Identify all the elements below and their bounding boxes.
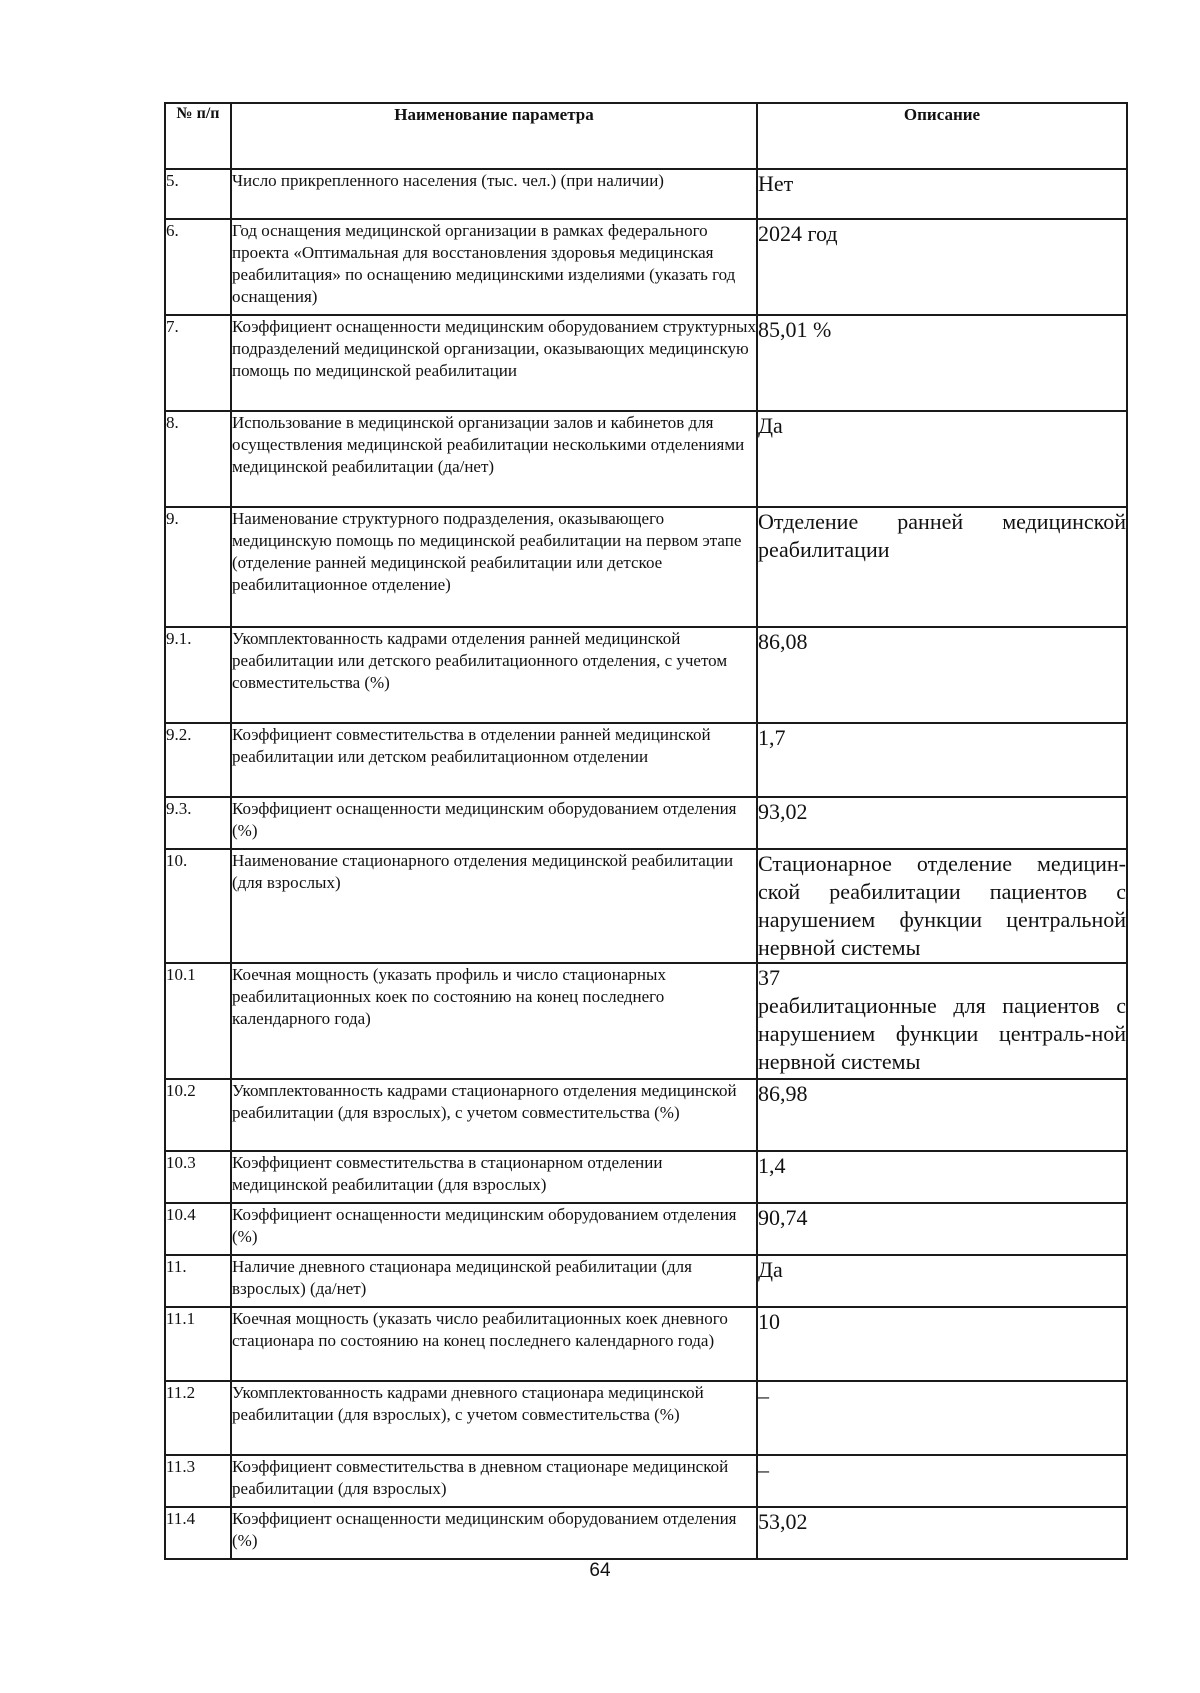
row-number: 9. [165, 507, 231, 627]
table-row [165, 507, 1127, 627]
table-row [165, 411, 1127, 507]
row-description: Отделение ранней медицинской реабилитации [757, 507, 1127, 627]
row-description: – [757, 1381, 1127, 1455]
row-description: 85,01 % [757, 315, 1127, 411]
bed-count: 37 [758, 965, 780, 990]
bed-profile: реабилитационные для пациентов с нарушением функции централь-ной нервной системы [758, 993, 1126, 1074]
row-number: 9.3. [165, 797, 231, 849]
row-number: 6. [165, 219, 231, 315]
row-parameter-name: Коечная мощность (указать профиль и число стационарных реабилитационных коек по состоянию на конец последнего календарного года) [231, 963, 757, 1079]
row-description: 10 [757, 1307, 1127, 1381]
row-number: 10. [165, 849, 231, 963]
table-row [165, 1151, 1127, 1203]
row-number: 9.1. [165, 627, 231, 723]
header-description: Описание [757, 103, 1127, 169]
row-description: Да [757, 1255, 1127, 1307]
row-description: 1,4 [757, 1151, 1127, 1203]
row-parameter-name: Коэффициент совместительства в отделении ранней медицинской реабилитации или детском реабилитационном отделении [231, 723, 757, 797]
row-description: 93,02 [757, 797, 1127, 849]
row-parameter-name: Укомплектованность кадрами дневного стационара медицинской реабилитации (для взрослых), с учетом совместительства (%) [231, 1381, 757, 1455]
row-parameter-name: Укомплектованность кадрами отделения ранней медицинской реабилитации или детского реабилитационного отделения, с учетом совместительства (%) [231, 627, 757, 723]
table-row [165, 723, 1127, 797]
row-number: 11.2 [165, 1381, 231, 1455]
row-number: 8. [165, 411, 231, 507]
row-description: Да [757, 411, 1127, 507]
row-parameter-name: Коэффициент оснащенности медицинским оборудованием отделения (%) [231, 1507, 757, 1559]
table-row [165, 1079, 1127, 1151]
table-row [165, 627, 1127, 723]
table-row [165, 849, 1127, 963]
table-row [165, 1203, 1127, 1255]
row-description: 53,02 [757, 1507, 1127, 1559]
table-row [165, 1255, 1127, 1307]
table-row [165, 1381, 1127, 1455]
row-description [757, 963, 1127, 1079]
row-number: 10.2 [165, 1079, 231, 1151]
row-description: Стационарное отделение медицин-ской реабилитации пациентов с нарушением функции центральной нервной системы [757, 849, 1127, 963]
row-number: 5. [165, 169, 231, 219]
row-number: 10.4 [165, 1203, 231, 1255]
row-description: 2024 год [757, 219, 1127, 315]
row-parameter-name: Год оснащения медицинской организации в рамках федерального проекта «Оптимальная для восстановления здоровья медицинская реабилитация» по оснащению медицинскими изделиями (указать год оснащения) [231, 219, 757, 315]
table-header-row [165, 103, 1127, 169]
row-description: – [757, 1455, 1127, 1507]
row-description: 1,7 [757, 723, 1127, 797]
page-number: 64 [589, 1560, 611, 1581]
row-number: 11.3 [165, 1455, 231, 1507]
row-parameter-name: Наименование стационарного отделения медицинской реабилитации (для взрослых) [231, 849, 757, 963]
parameters-sheet [164, 102, 1126, 1560]
table-row [165, 797, 1127, 849]
table-row [165, 963, 1127, 1079]
row-parameter-name: Коэффициент совместительства в стационарном отделении медицинской реабилитации (для взрослых) [231, 1151, 757, 1203]
table-row [165, 1307, 1127, 1381]
row-description: 86,08 [757, 627, 1127, 723]
row-description: Нет [757, 169, 1127, 219]
row-description: 86,98 [757, 1079, 1127, 1151]
table-row [165, 169, 1127, 219]
row-parameter-name: Коечная мощность (указать число реабилитационных коек дневного стационара по состоянию на конец последнего календарного года) [231, 1307, 757, 1381]
header-parameter-name: Наименование параметра [231, 103, 757, 169]
table-row [165, 315, 1127, 411]
parameters-table [164, 102, 1128, 1560]
table-row [165, 219, 1127, 315]
row-parameter-name: Число прикрепленного населения (тыс. чел.) (при наличии) [231, 169, 757, 219]
header-number: № п/п [165, 103, 231, 169]
row-parameter-name: Укомплектованность кадрами стационарного отделения медицинской реабилитации (для взрослых), с учетом совместительства (%) [231, 1079, 757, 1151]
row-number: 7. [165, 315, 231, 411]
row-number: 11. [165, 1255, 231, 1307]
row-parameter-name: Использование в медицинской организации залов и кабинетов для осуществления медицинской реабилитации несколькими отделениями медицинской реабилитации (да/нет) [231, 411, 757, 507]
row-parameter-name: Коэффициент оснащенности медицинским оборудованием структурных подразделений медицинской организации, оказывающих медицинскую помощь по медицинской реабилитации [231, 315, 757, 411]
row-number: 10.3 [165, 1151, 231, 1203]
table-row [165, 1507, 1127, 1559]
row-description: 90,74 [757, 1203, 1127, 1255]
row-number: 11.1 [165, 1307, 231, 1381]
row-number: 9.2. [165, 723, 231, 797]
row-parameter-name: Коэффициент оснащенности медицинским оборудованием отделения (%) [231, 1203, 757, 1255]
row-number: 11.4 [165, 1507, 231, 1559]
table-row [165, 1455, 1127, 1507]
row-parameter-name: Коэффициент совместительства в дневном стационаре медицинской реабилитации (для взрослых) [231, 1455, 757, 1507]
row-parameter-name: Коэффициент оснащенности медицинским оборудованием отделения (%) [231, 797, 757, 849]
row-number: 10.1 [165, 963, 231, 1079]
row-parameter-name: Наименование структурного подразделения, оказывающего медицинскую помощь по медицинской реабилитации на первом этапе (отделение ранней медицинской реабилитации или детское реабилитационное отделение) [231, 507, 757, 627]
row-parameter-name: Наличие дневного стационара медицинской реабилитации (для взрослых) (да/нет) [231, 1255, 757, 1307]
